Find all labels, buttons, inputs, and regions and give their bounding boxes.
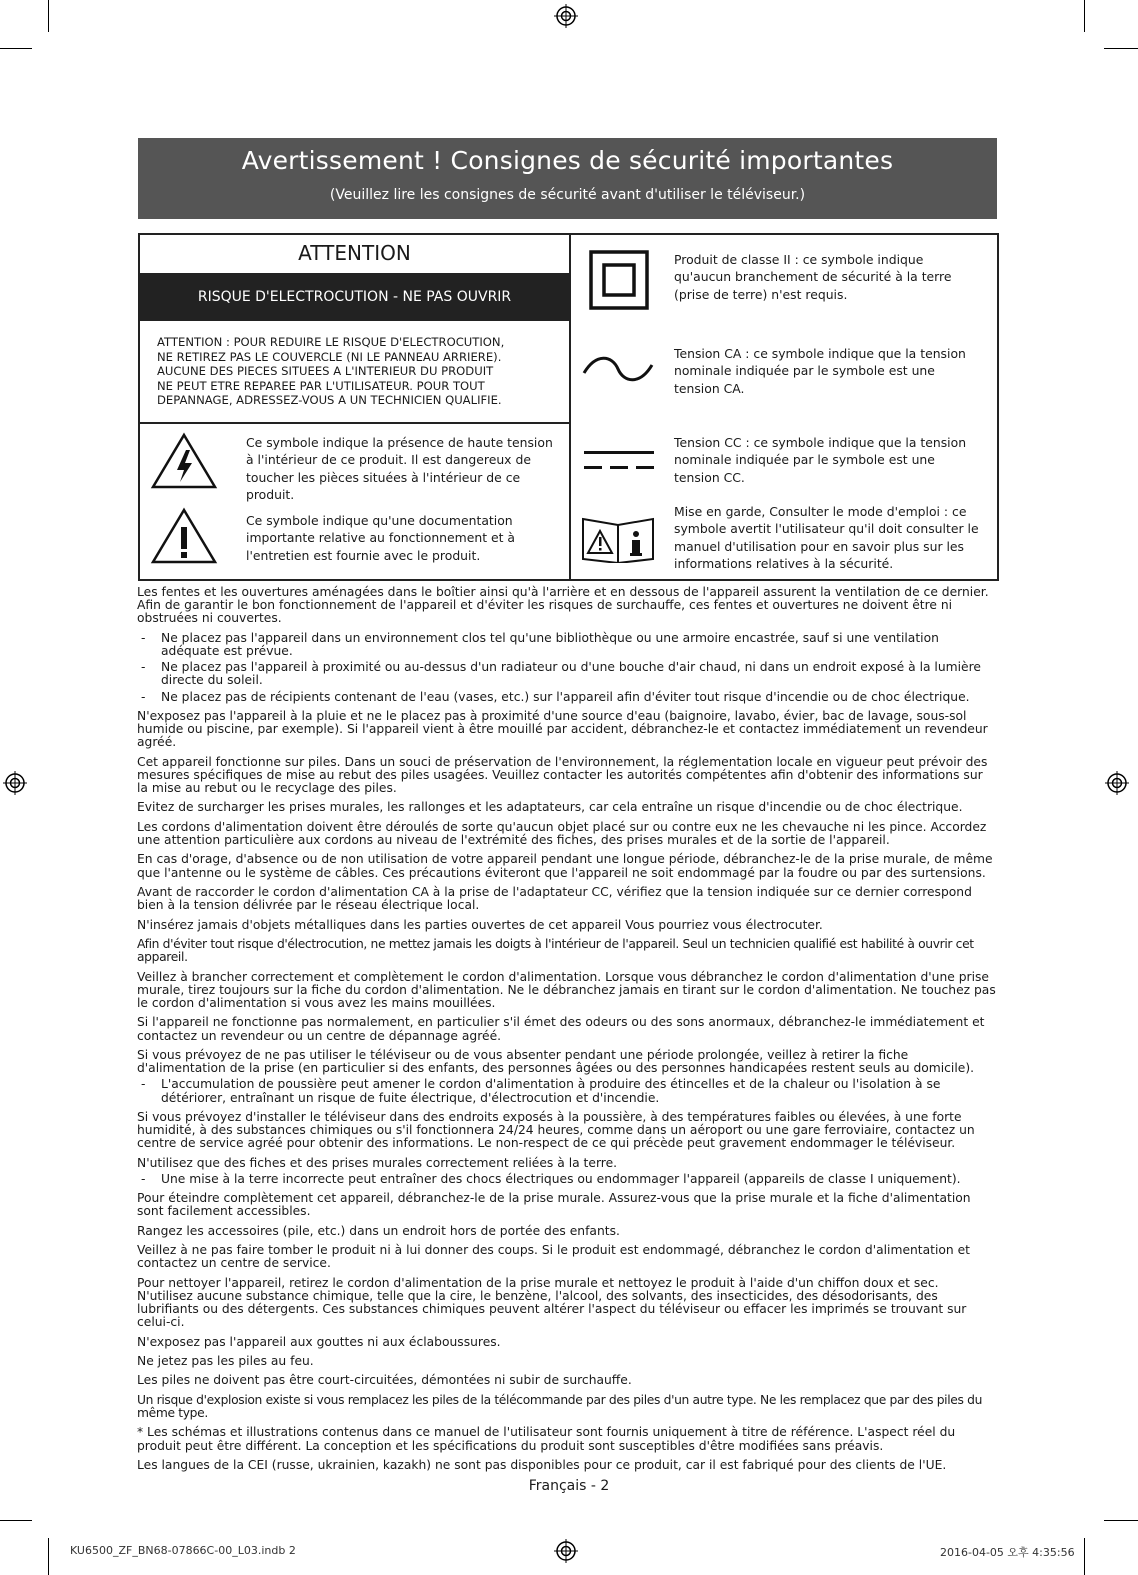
paragraph: Si l'appareil ne fonctionne pas normalement, en particulier s'il émet des odeurs ou des sons anormaux, débranchez-le immédiatement et contactez un revendeur ou un centre de dépannage agréé.	[137, 1015, 985, 1043]
ac-voltage-icon	[582, 355, 654, 385]
registration-mark-icon	[554, 4, 578, 28]
paragraph: Evitez de surcharger les prises murales, les rallonges et les adaptateurs, car cela entraîne un risque d'incendie ou de choc électrique.	[137, 800, 963, 815]
paragraph: Si vous prévoyez d'installer le téléviseur dans des endroits exposés à la poussière, à des températures faibles ou élevées, à une forte humidité, à des substances chimiques ou s'il fonctionnera 24/24 heures, comme dans un aéroport ou une gare ferroviaire, contactez un centre de service agréé pour obtenir des informations. Le non-respect de ce qui précède peut gravement endommager le téléviseur.	[137, 1109, 975, 1151]
crop-mark	[0, 1520, 32, 1521]
paragraph: N'exposez pas l'appareil aux gouttes ni aux éclaboussures.	[137, 1334, 501, 1349]
consult-manual-description: Mise en garde, Consulter le mode d'emploi : ce symbole avertit l'utilisateur qu'il doit consulter le manuel d'utilisation pour en savoir plus sur les informations relatives à la sécurité.	[674, 504, 979, 572]
caution-warning-text: ATTENTION : POUR REDUIRE LE RISQUE D'ELECTROCUTION, NE RETIREZ PAS LE COUVERCLE (NI LE PANNEAU ARRIERE). AUCUNE DES PIECES SITUEES A L'INTERIEUR DU PRODUIT NE PEUT ETRE REPAREE PAR L'UTILISATEUR. POUR TOUT DEPANNAGE, ADRESSEZ-VOUS A UN TECHNICIEN QUALIFIE.	[157, 335, 505, 408]
list-item: - Ne placez pas de récipients contenant de l'eau (vases, etc.) sur l'appareil afin d'éviter tout risque d'incendie ou de choc électrique.	[137, 691, 997, 704]
crop-mark	[0, 48, 32, 49]
page-subtitle: (Veuillez lire les consignes de sécurité avant d'utiliser le téléviseur.)	[329, 187, 806, 203]
class-ii-description: Produit de classe II : ce symbole indique qu'aucun branchement de sécurité à la terre (prise de terre) n'est requis.	[674, 252, 952, 302]
safety-banner	[138, 138, 997, 219]
crop-mark	[1104, 1520, 1138, 1521]
paragraph: Ne jetez pas les piles au feu.	[137, 1353, 314, 1368]
paragraph: Cet appareil fonctionne sur piles. Dans un souci de préservation de l'environnement, la réglementation locale en vigueur peut prévoir des mesures spécifiques de mise au rebut des piles usagées. Veuillez contacter les autorités compétentes afin d'obtenir des informations sur la mise au rebut ou le recyclage des piles.	[137, 754, 988, 796]
safety-instructions	[137, 586, 997, 1478]
crop-mark	[1084, 0, 1085, 32]
crop-mark	[48, 1538, 49, 1575]
paragraph: Les cordons d'alimentation doivent être déroulés de sorte qu'aucun objet placé sur ou contre eux ne les chevauche ni les pince. Accordez une attention particulière aux cordons au niveau de l'extrémité des fiches, des prises murales et de la sortie de l'appareil.	[137, 819, 987, 847]
dc-voltage-icon	[584, 449, 654, 473]
paragraph: * Les schémas et illustrations contenus dans ce manuel de l'utilisateur sont fournis uniquement à titre de référence. L'aspect réel du produit peut être différent. La conception et les spécifications du produit sont susceptibles d'être modifiées sans préavis.	[137, 1425, 956, 1453]
paragraph: Les langues de la CEI (russe, ukrainien, kazakh) ne sont pas disponibles pour ce produit, car il est fabriqué pour des clients de l'UE.	[137, 1457, 947, 1472]
crop-mark	[48, 0, 49, 32]
paragraph: En cas d'orage, d'absence ou de non utilisation de votre appareil pendant une longue période, débranchez-le de la prise murale, de même que l'antenne ou le système de câbles. Ces précautions éviteront que l'appareil ne soit endommagé par la foudre ou par des surtensions.	[137, 852, 993, 880]
file-slug: KU6500_ZF_BN68-07866C-00_L03.indb 2	[70, 1544, 296, 1557]
paragraph: Pour éteindre complètement cet appareil, débranchez-le de la prise murale. Assurez-vous que la prise murale et la fiche d'alimentation sont facilement accessibles.	[137, 1190, 971, 1219]
print-timestamp: 2016-04-05 오후 4:35:56	[940, 1546, 1075, 1559]
row-divider	[140, 422, 569, 424]
page-title: Avertissement ! Consignes de sécurité importantes	[241, 146, 894, 175]
list-item: - Ne placez pas l'appareil dans un environnement clos tel qu'une bibliothèque ou une armoire encastrée, sauf si une ventilation adéquate est prévue.	[137, 632, 997, 658]
high-voltage-warning-icon	[150, 432, 218, 490]
column-divider	[569, 235, 571, 579]
list-item: - L'accumulation de poussière peut amener le cordon d'alimentation à produire des étincelles et de la chaleur ou l'isolation à se détériorer, entraînant un risque de fuite électrique, d'électrocution et d'incendie.	[137, 1078, 997, 1104]
paragraph: Veillez à brancher correctement et complètement le cordon d'alimentation. Lorsque vous débranchez le cordon d'alimentation d'une prise murale, tirez toujours sur la fiche du cordon d'alimentation. Ne le débranchez jamais en tirant sur le cordon d'alimentation. Ne touchez pas le cordon d'alimentation si vous avez les mains mouillées.	[137, 969, 996, 1010]
paragraph: Les fentes et les ouvertures aménagées dans le boîtier ainsi qu'à l'arrière et en dessous de l'appareil assurent la ventilation de ce dernier. Afin de garantir le bon fonctionnement de l'appareil et d'éviter les risques de surchauffe, ces fentes et ouvertures ne doivent être ni obstruées ni couvertes.	[137, 585, 989, 626]
documentation-description: Ce symbole indique qu'une documentation importante relative au fonctionnement et à l'entretien est fournie avec le produit.	[246, 513, 516, 563]
crop-mark	[1084, 1538, 1085, 1575]
paragraph: Si vous prévoyez de ne pas utiliser le téléviseur ou de vous absenter pendant une période prolongée, veillez à retirer la fiche d'alimentation de la prise (en particulier si des enfants, des personnes âgées ou des personnes handicapées restent seuls au domicile).	[137, 1047, 975, 1076]
paragraph: Pour nettoyer l'appareil, retirez le cordon d'alimentation de la prise murale et nettoyez le produit à l'aide d'un chiffon doux et sec. N'utilisez aucune substance chimique, telle que la cire, le benzène, l'alcool, des solvants, des insecticides, des désodorisants, des lubrifiants ou des détergents. Ces substances chimiques peuvent altérer l'aspect du téléviseur ou effacer les imprimés se trouvant sur celui-ci.	[137, 1275, 967, 1330]
paragraph: Veillez à ne pas faire tomber le produit ni à lui donner des coups. Si le produit est endommagé, débranchez le cordon d'alimentation et contactez un centre de service.	[137, 1242, 971, 1271]
exclamation-warning-icon	[150, 507, 218, 565]
list-item: - Une mise à la terre incorrecte peut entraîner des chocs électriques ou endommager l'appareil (appareils de classe I uniquement).	[137, 1173, 997, 1186]
paragraph: Les piles ne doivent pas être court-circuitées, démontées ni subir de surchauffe.	[137, 1373, 632, 1388]
paragraph: Afin d'éviter tout risque d'électrocution, ne mettez jamais les doigts à l'intérieur de l'appareil. Seul un technicien qualifié est habilité à ouvrir cet appareil.	[137, 936, 974, 965]
paragraph: Avant de raccorder le cordon d'alimentation CA à la prise de l'adaptateur CC, vérifiez que la tension indiquée sur ce dernier correspond bien à la tension délivrée par le réseau électrique local.	[137, 884, 972, 913]
shock-risk-bar: RISQUE D'ELECTROCUTION - NE PAS OUVRIR	[140, 273, 569, 321]
registration-mark-icon	[1105, 771, 1129, 795]
page-number: Français - 2	[528, 1478, 610, 1494]
paragraph: Rangez les accessoires (pile, etc.) dans un endroit hors de portée des enfants.	[137, 1223, 620, 1238]
registration-mark-icon	[3, 771, 27, 795]
class-ii-double-square-icon	[589, 250, 649, 310]
ac-voltage-description: Tension CA : ce symbole indique que la tension nominale indiquée par le symbole est une tension CA.	[674, 346, 966, 396]
paragraph: N'utilisez que des fiches et des prises murales correctement reliées à la terre.	[137, 1155, 618, 1170]
caution-table	[138, 233, 999, 581]
list-item: - Ne placez pas l'appareil à proximité ou au-dessus d'un radiateur ou d'une bouche d'air chaud, ni dans un endroit exposé à la lumière directe du soleil.	[137, 661, 997, 687]
dc-voltage-description: Tension CC : ce symbole indique que la tension nominale indiquée par le symbole est une tension CC.	[674, 435, 967, 485]
paragraph: Un risque d'explosion existe si vous remplacez les piles de la télécommande par des piles d'un autre type. Ne les remplacez que par des piles du même type.	[137, 1392, 983, 1420]
consult-manual-icon	[581, 515, 655, 563]
attention-heading: ATTENTION	[298, 241, 411, 265]
paragraph: N'insérez jamais d'objets métalliques dans les parties ouvertes de cet appareil Vous pourriez vous électrocuter.	[137, 917, 823, 932]
registration-mark-icon	[554, 1539, 578, 1563]
high-voltage-description: Ce symbole indique la présence de haute tension à l'intérieur de ce produit. Il est dangereux de toucher les pièces situées à l'intérieur de ce produit.	[246, 435, 553, 503]
crop-mark	[1104, 48, 1138, 49]
paragraph: N'exposez pas l'appareil à la pluie et ne le placez pas à proximité d'une source d'eau (baignoire, lavabo, évier, bac de lavage, sous-sol humide ou piscine, par exemple). Si l'appareil vient à être mouillé par accident, débranchez-le et contactez immédiatement un revendeur agréé.	[137, 708, 988, 750]
